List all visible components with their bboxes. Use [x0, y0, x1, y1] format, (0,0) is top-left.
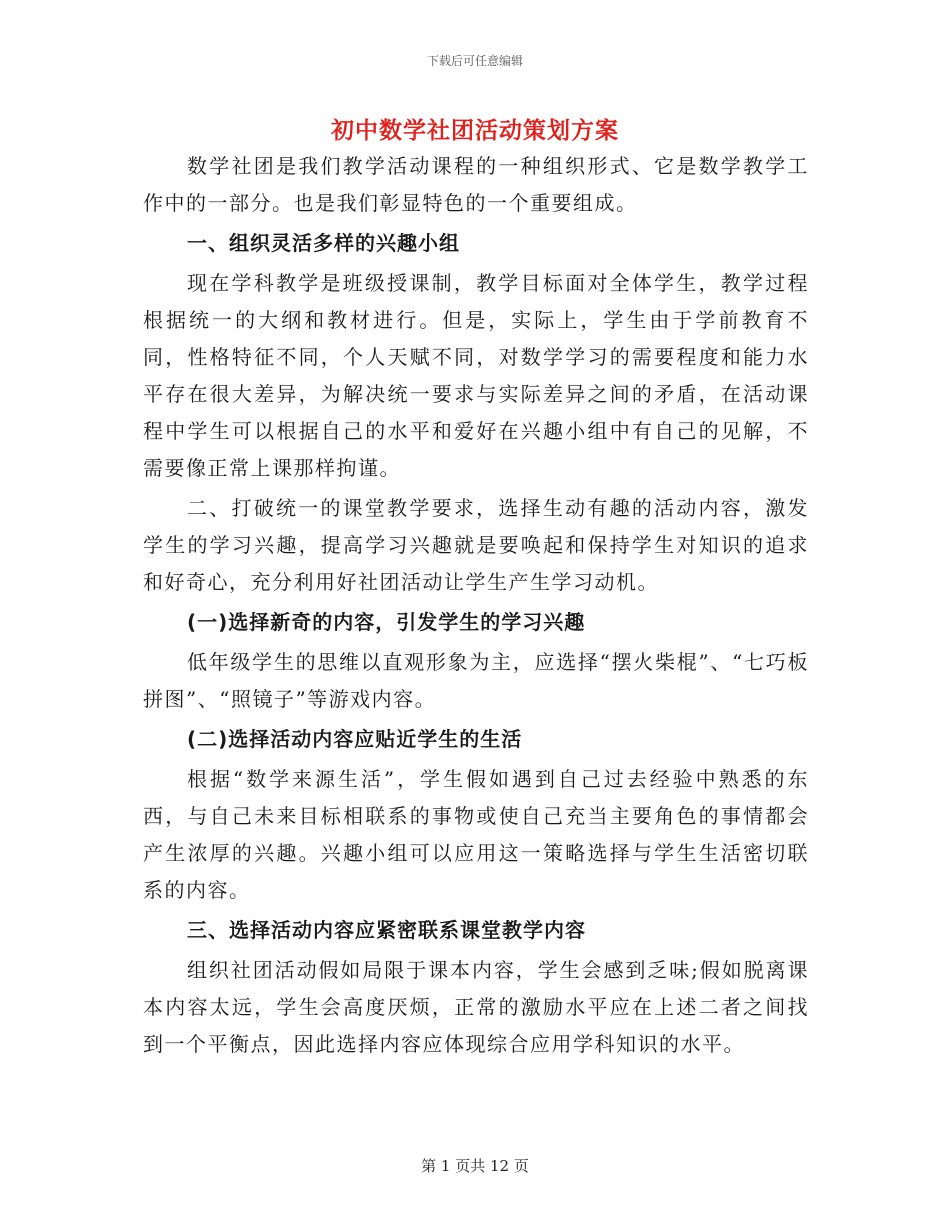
document-title: 初中数学社团活动策划方案	[331, 118, 619, 144]
page-header: 下载后可任意编辑	[426, 54, 523, 68]
subsection-heading-1: (一)选择新奇的内容，引发学生的学习兴趣	[187, 610, 586, 634]
document-body	[143, 148, 809, 1063]
subsection-heading-2: (二)选择活动内容应贴近学生的生活	[187, 727, 523, 751]
section-3-paragraph: 组织社团活动假如局限于课本内容，学生会感到乏味;假如脱离课本内容太远，学生会高度厌烦，正常的激励水平应在上述二者之间找到一个平衡点，因此选择内容应体现综合应用学科知识的水平。	[143, 958, 809, 1056]
section-heading-3: 三、选择活动内容应紧密联系课堂教学内容	[187, 918, 586, 942]
section-1-paragraph: 现在学科教学是班级授课制，教学目标面对全体学生，教学过程根据统一的大纲和教材进行。但是，实际上，学生由于学前教育不同，性格特征不同，个人天赋不同，对数学学习的需要程度和能力水平存在很大差异，为解决统一要求与实际差异之间的矛盾，在活动课程中学生可以根据自己的水平和爱好在兴趣小组中有自己的见解，不需要像正常上课那样拘谨。	[143, 271, 809, 480]
section-heading-1: 一、组织灵活多样的兴趣小组	[187, 231, 460, 255]
page-footer: 第 1 页共 12 页	[421, 1157, 529, 1175]
section-2-paragraph: 二、打破统一的课堂教学要求，选择生动有趣的活动内容，激发学生的学习兴趣，提高学习兴趣就是要唤起和保持学生对知识的追求和好奇心，充分利用好社团活动让学生产生学习动机。	[143, 496, 809, 594]
subsection-2-paragraph: 根据“数学来源生活”，学生假如遇到自己过去经验中熟悉的东西，与自己未来目标相联系的事物或使自己充当主要角色的事情都会产生浓厚的兴趣。兴趣小组可以应用这一策略选择与学生生活密切联系的内容。	[143, 767, 809, 902]
intro-paragraph: 数学社团是我们教学活动课程的一种组织形式、它是数学教学工作中的一部分。也是我们彰显特色的一个重要组成。	[143, 154, 809, 215]
subsection-1-paragraph: 低年级学生的思维以直观形象为主，应选择“摆火柴棍”、“七巧板拼图”、“照镜子”等游戏内容。	[143, 650, 809, 711]
